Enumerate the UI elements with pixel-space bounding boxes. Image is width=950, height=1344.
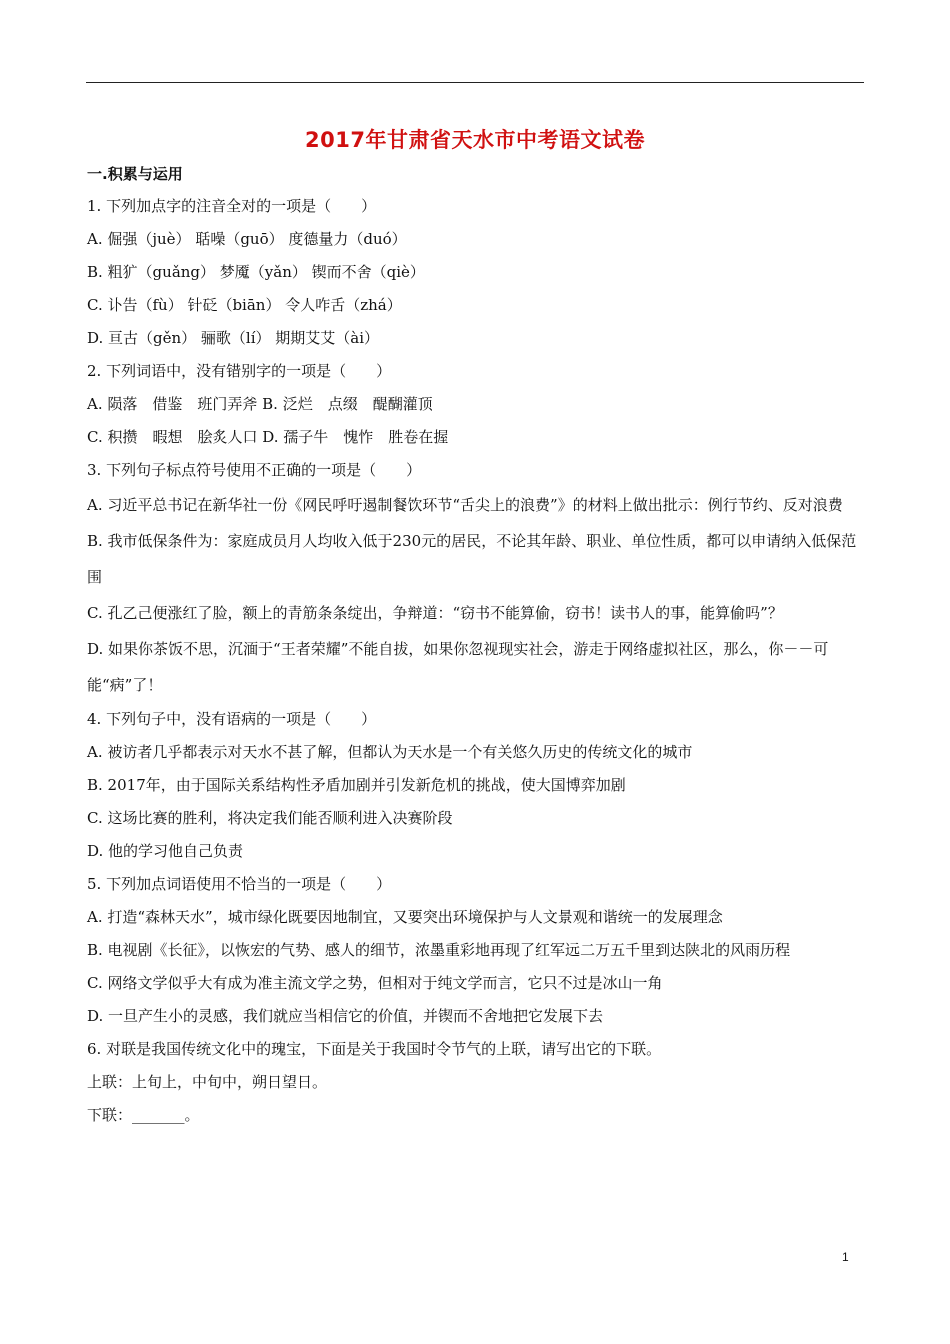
option-3c: C. 孔乙己便涨红了脸，额上的青筋条条绽出，争辩道：“窃书不能算偷，窃书！读书人的事，能算偷吗”？ — [87, 604, 783, 622]
option-5a: A. 打造“森林天水”，城市绿化既要因地制宜，又要突出环境保护与人文景观和谐统一的发展理念 — [87, 908, 723, 926]
option-1d: D. 亘古（gěn） 骊歌（lí） 期期艾艾（ài） — [87, 329, 380, 347]
option-1c: C. 讣告（fù） 针砭（biān） 令人咋舌（zhá） — [87, 296, 402, 314]
question-2: 2. 下列词语中，没有错别字的一项是（ ） — [87, 362, 392, 380]
option-5b: B. 电视剧《长征》，以恢宏的气势、感人的细节，浓墨重彩地再现了红军远二万五千里到达陕北的风雨历程 — [87, 941, 791, 959]
option-4d: D. 他的学习他自己负责 — [87, 842, 244, 860]
couplet-lower-blank: 下联：_______。 — [87, 1106, 200, 1124]
header-rule — [86, 82, 864, 83]
option-2ab: A. 陨落 借鉴 班门弄斧 B. 泛烂 点缀 醍醐灌顶 — [87, 395, 433, 413]
option-5d: D. 一旦产生小的灵感，我们就应当相信它的价值，并锲而不舍地把它发展下去 — [87, 1007, 604, 1025]
page-number: 1 — [842, 1250, 849, 1264]
option-3d: D. 如果你茶饭不思，沉湎于“王者荣耀”不能自拔，如果你忽视现实社会，游走于网络虚拟社区，那么，你－－可能“病”了！ — [87, 640, 829, 694]
section-heading: 一.积累与运用 — [87, 165, 183, 183]
question-4: 4. 下列句子中，没有语病的一项是（ ） — [87, 710, 377, 728]
option-4c: C. 这场比赛的胜利，将决定我们能否顺利进入决赛阶段 — [87, 809, 453, 827]
option-1a: A. 倔强（juè） 聒噪（guō） 度德量力（duó） — [87, 230, 407, 248]
option-2cd: C. 积攒 暇想 脍炙人口 D. 孺子牛 愧怍 胜卷在握 — [87, 428, 449, 446]
option-1b: B. 粗犷（guǎng） 梦魇（yǎn） 锲而不舍（qiè） — [87, 263, 425, 281]
option-4b: B. 2017年，由于国际关系结构性矛盾加剧并引发新危机的挑战，使大国博弈加剧 — [87, 776, 626, 794]
document-title: 2017年甘肃省天水市中考语文试卷 — [305, 128, 645, 152]
couplet-upper: 上联：上旬上，中旬中，朔日望日。 — [87, 1073, 328, 1091]
question-body — [87, 190, 871, 1132]
option-3a: A. 习近平总书记在新华社一份《网民呼吁遏制餐饮环节“舌尖上的浪费”》的材料上做出批示：例行节约、反对浪费 — [87, 496, 843, 514]
option-5c: C. 网络文学似乎大有成为准主流文学之势，但相对于纯文学而言，它只不过是冰山一角 — [87, 974, 663, 992]
option-4a: A. 被访者几乎都表示对天水不甚了解，但都认为天水是一个有关悠久历史的传统文化的城市 — [87, 743, 693, 761]
question-3: 3. 下列句子标点符号使用不正确的一项是（ ） — [87, 461, 422, 479]
question-1: 1. 下列加点字的注音全对的一项是（ ） — [87, 197, 377, 215]
question-5: 5. 下列加点词语使用不恰当的一项是（ ） — [87, 875, 392, 893]
option-3b: B. 我市低保条件为：家庭成员月人均收入低于230元的居民，不论其年龄、职业、单位性质，都可以申请纳入低保范围 — [87, 532, 857, 586]
question-6: 6. 对联是我国传统文化中的瑰宝，下面是关于我国时令节气的上联，请写出它的下联。 — [87, 1040, 662, 1058]
